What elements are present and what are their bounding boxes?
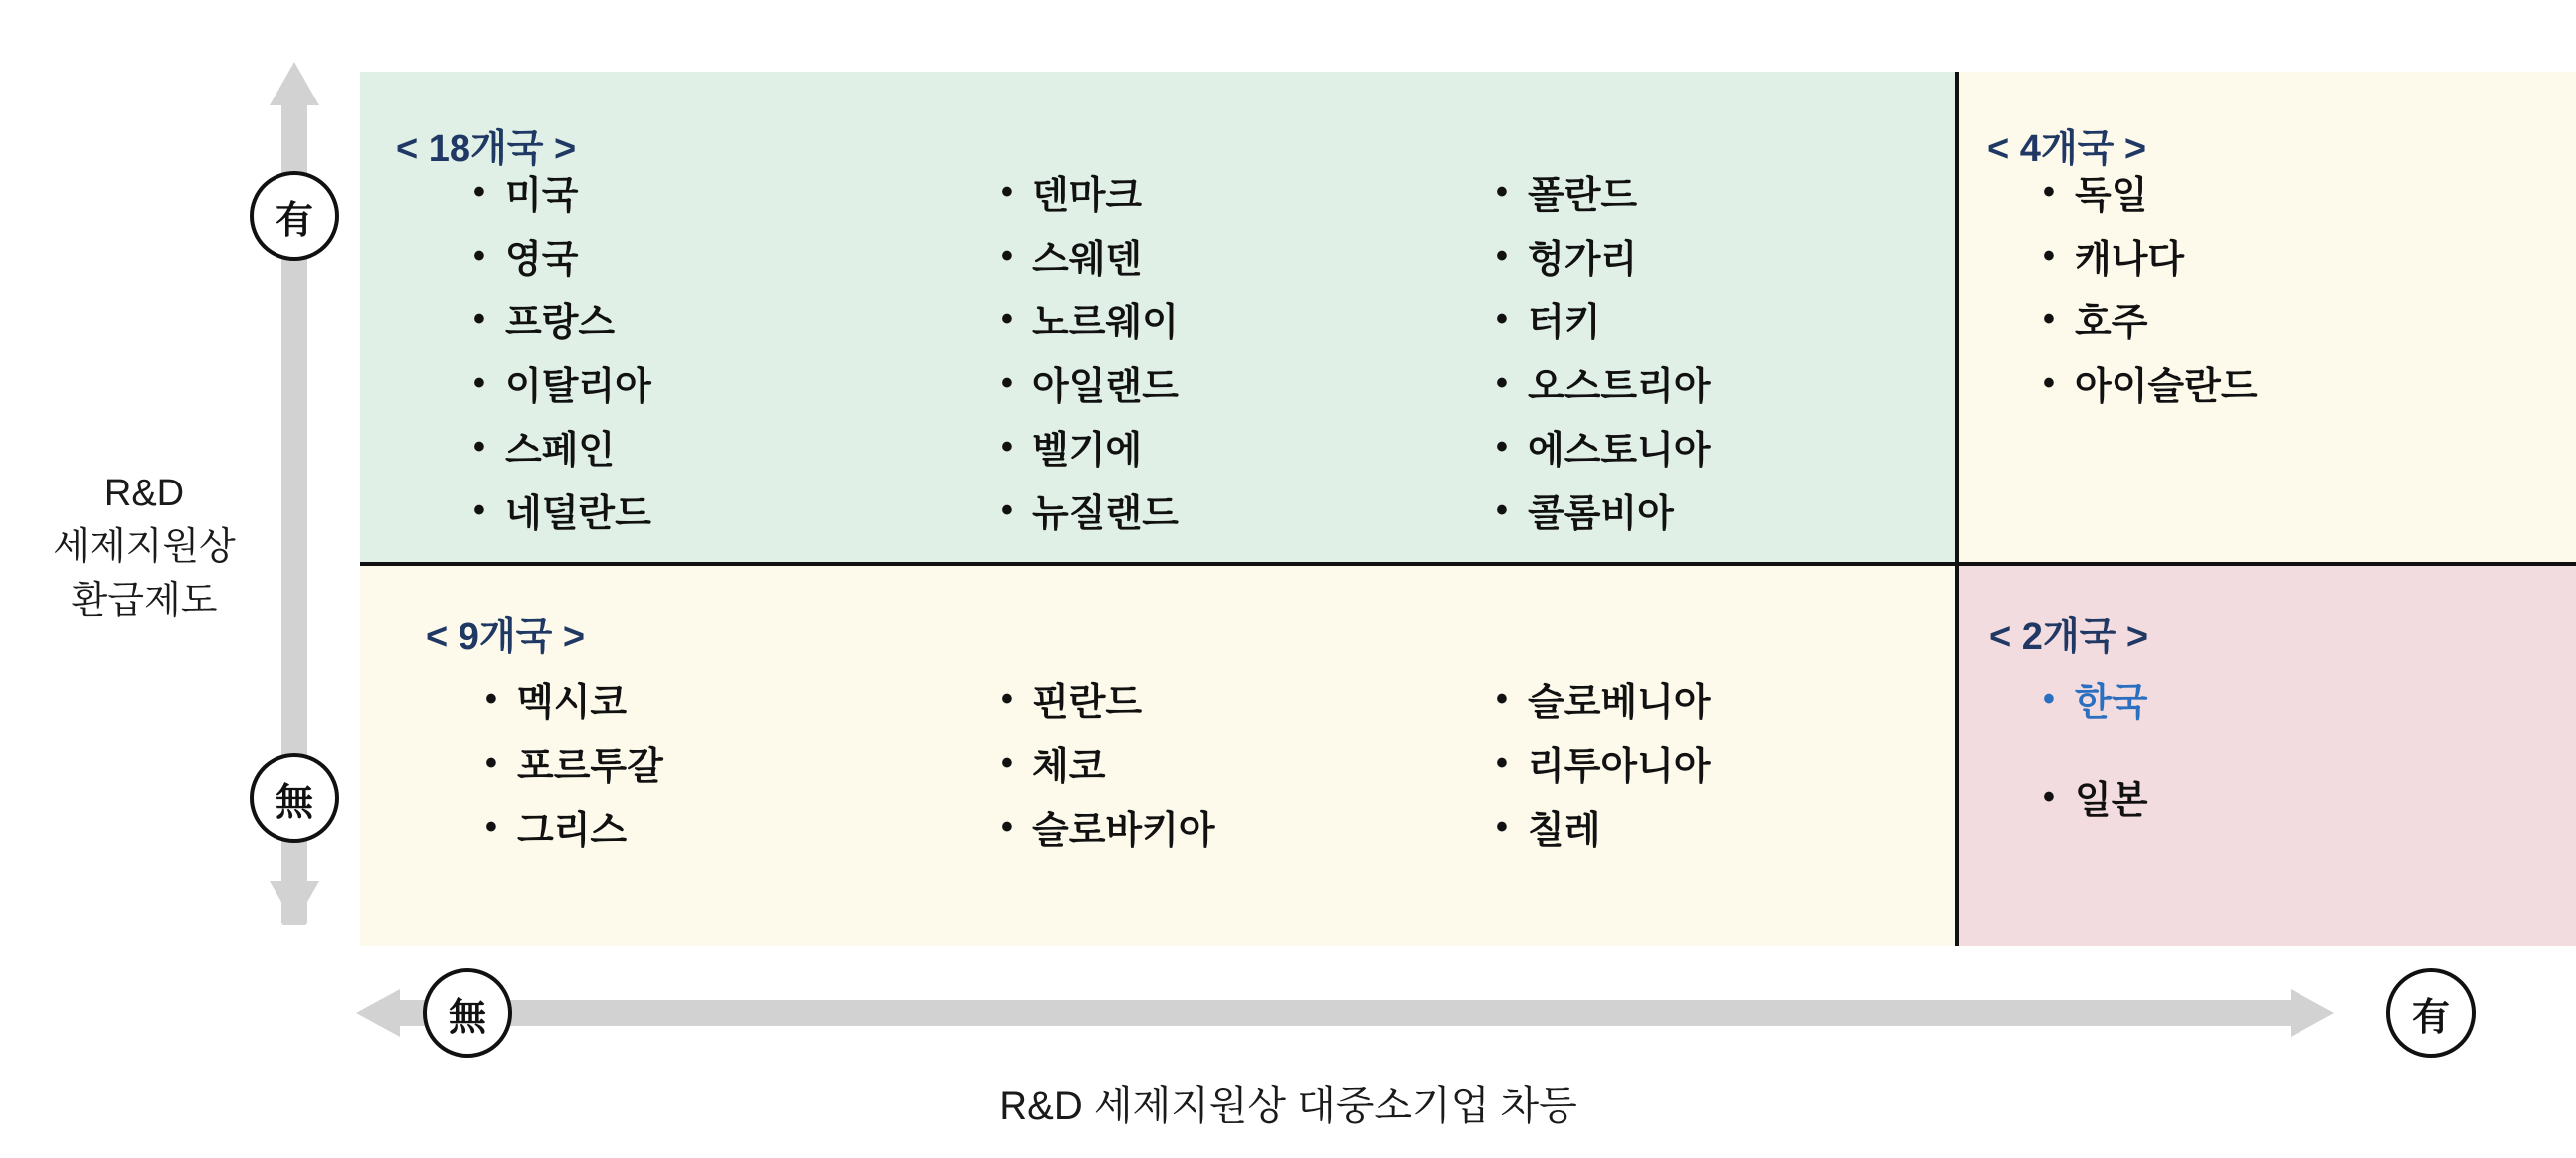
country-list (995, 684, 1215, 875)
country-list-item: • 터키 (1490, 304, 1711, 342)
country-list (1490, 684, 1711, 875)
country-list-item: • 헝가리 (1490, 241, 1711, 279)
country-list (2037, 177, 2258, 432)
country-list-item: • 포르투갈 (479, 748, 663, 786)
horizontal-axis-low-marker: 無 (423, 968, 512, 1058)
country-list (479, 684, 663, 875)
horizontal-axis-arrow-right (2291, 989, 2334, 1037)
country-list-item: • 핀란드 (995, 684, 1215, 722)
country-list-item: • 멕시코 (479, 684, 663, 722)
country-list-item: • 에스토니아 (1490, 432, 1711, 470)
country-list-item: • 그리스 (479, 812, 663, 850)
vertical-axis-label-line-3: 환급제도 (71, 579, 218, 622)
country-list-item: • 독일 (2037, 177, 2258, 215)
country-list-item: • 영국 (467, 241, 651, 279)
country-list (995, 177, 1179, 559)
country-list (2037, 684, 2147, 879)
country-list-item: • 벨기에 (995, 432, 1179, 470)
vertical-axis-arrow-down (270, 881, 319, 925)
country-list-item: • 스페인 (467, 432, 651, 470)
horizontal-axis-arrow-left (356, 989, 400, 1037)
country-list-item: • 프랑스 (467, 304, 651, 342)
country-list-item: • 아일랜드 (995, 368, 1179, 406)
quadrant-top-left-count: < 18개국 > (396, 128, 577, 170)
quadrant-bottom-left-count: < 9개국 > (426, 616, 586, 658)
vertical-axis-label-line-2: 세제지원상 (53, 525, 236, 568)
vertical-axis-label (20, 468, 269, 629)
horizontal-axis-high-marker: 有 (2386, 968, 2476, 1058)
country-list-item: • 리투아니아 (1490, 748, 1711, 786)
country-list-item: • 슬로바키아 (995, 812, 1215, 850)
country-list-item: • 덴마크 (995, 177, 1179, 215)
country-list-item: • 노르웨이 (995, 304, 1179, 342)
country-list-item: • 뉴질랜드 (995, 495, 1179, 533)
country-list-item: • 미국 (467, 177, 651, 215)
country-list-item: • 체코 (995, 748, 1215, 786)
country-list-item: • 한국 (2037, 684, 2147, 722)
country-list-item: • 스웨덴 (995, 241, 1179, 279)
vertical-axis-low-marker: 無 (250, 753, 339, 843)
quadrant-top-right-count: < 4개국 > (1987, 128, 2147, 170)
country-list-item: • 슬로베니아 (1490, 684, 1711, 722)
quadrant-bottom-right-count: < 2개국 > (1989, 616, 2149, 658)
country-list (1490, 177, 1711, 559)
country-list (467, 177, 651, 559)
country-list-item: • 아이슬란드 (2037, 368, 2258, 406)
country-list-item: • 폴란드 (1490, 177, 1711, 215)
country-list-item: • 일본 (2037, 782, 2147, 820)
country-list-item: • 캐나다 (2037, 241, 2258, 279)
country-list-item: • 네덜란드 (467, 495, 651, 533)
vertical-axis-high-marker: 有 (250, 171, 339, 261)
horizontal-axis-label: R&D 세제지원상 대중소기업 차등 (999, 1084, 1577, 1128)
vertical-divider-line (1955, 72, 1959, 946)
country-list-item: • 오스트리아 (1490, 368, 1711, 406)
horizontal-divider-line (360, 562, 2576, 566)
country-list-item: • 칠레 (1490, 812, 1711, 850)
horizontal-axis-bar (398, 1000, 2293, 1026)
vertical-axis-label-line-1: R&D (103, 473, 185, 514)
country-list-item: • 콜롬비아 (1490, 495, 1711, 533)
country-list-item: • 이탈리아 (467, 368, 651, 406)
country-list-item: • 호주 (2037, 304, 2258, 342)
